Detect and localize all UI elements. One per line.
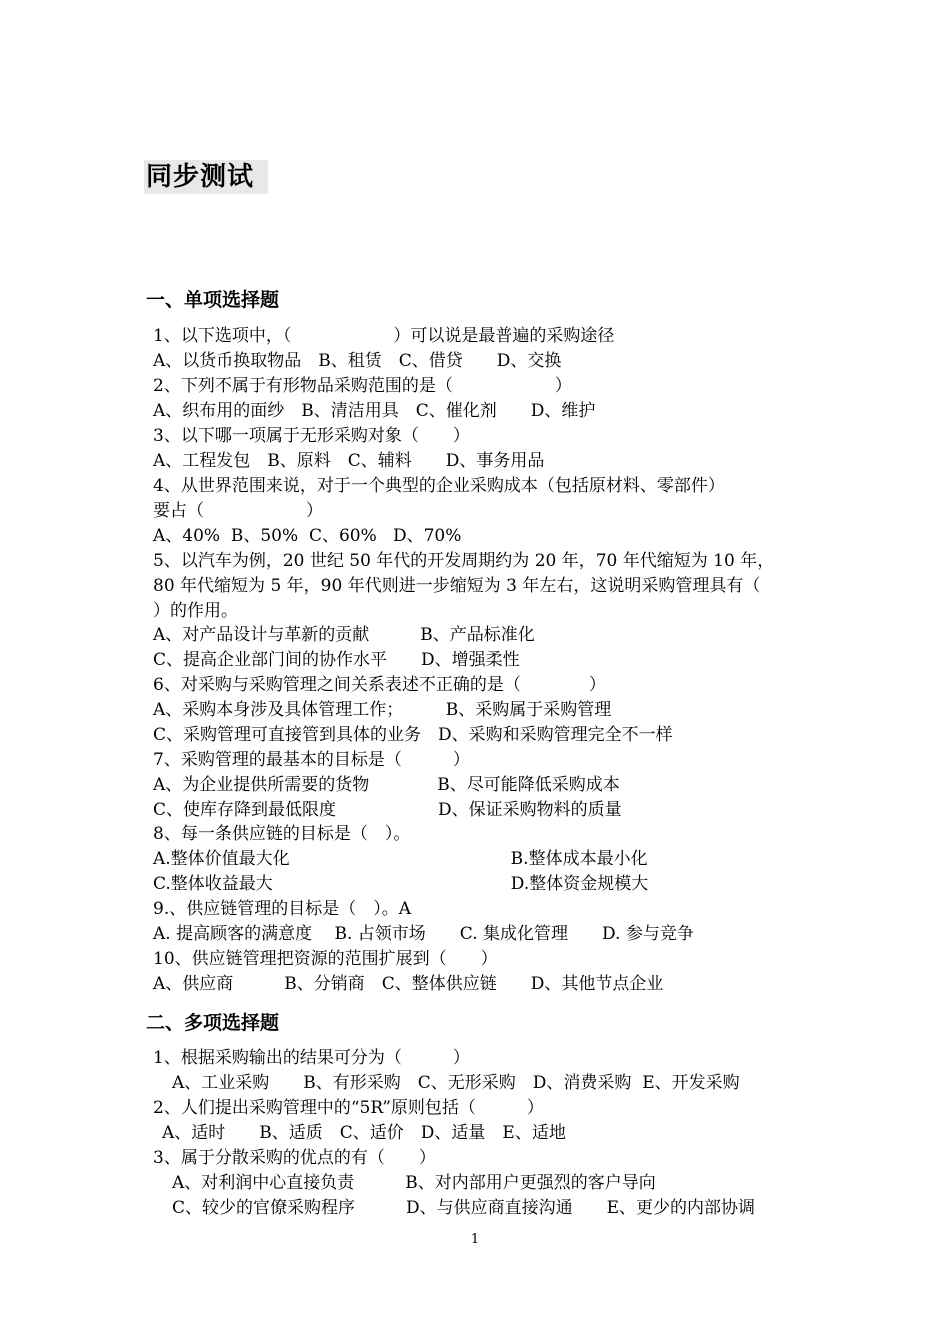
section-heading-single-choice: 一、单项选择题 bbox=[146, 289, 280, 311]
option-line: A. 提高顾客的满意度 B. 占领市场 C. 集成化管理 D. 参与竞争 bbox=[153, 924, 694, 944]
option-line: C、提高企业部门间的协作水平 D、增强柔性 bbox=[153, 650, 520, 670]
option-line: A、以货币换取物品 B、租赁 C、借贷 D、交换 bbox=[153, 351, 562, 371]
option-line: C.整体收益最大 D.整体资金规模大 bbox=[153, 874, 649, 894]
question-line: 1、以下选项中，（ ）可以说是最普遍的采购途径 bbox=[153, 326, 615, 346]
option-line: A.整体价值最大化 B.整体成本最小化 bbox=[153, 849, 648, 869]
option-line: A、为企业提供所需要的货物 B、尽可能降低采购成本 bbox=[153, 775, 620, 795]
section-heading-multiple-choice: 二、多项选择题 bbox=[146, 1012, 280, 1034]
question-line: 9.、供应链管理的目标是（ ）。A bbox=[153, 899, 411, 919]
question-line: 3、以下哪一项属于无形采购对象（ ） bbox=[153, 426, 470, 446]
option-line: C、采购管理可直接管到具体的业务 D、采购和采购管理完全不一样 bbox=[153, 725, 673, 745]
question-line: 1、根据采购输出的结果可分为（ ） bbox=[153, 1048, 470, 1068]
question-line: 8、每一条供应链的目标是（ ）。 bbox=[153, 824, 411, 844]
question-line: 5、以汽车为例，20 世纪 50 年代的开发周期约为 20 年，70 年代缩短为 10 年， bbox=[153, 551, 775, 571]
option-line: A、适时 B、适质 C、适价 D、适量 E、适地 bbox=[162, 1123, 566, 1143]
option-line: A、40% B、50% C、60% D、70% bbox=[153, 526, 462, 546]
option-line: A、供应商 B、分销商 C、整体供应链 D、其他节点企业 bbox=[153, 974, 664, 994]
option-line: A、工业采购 B、有形采购 C、无形采购 D、消费采购 E、开发采购 bbox=[172, 1073, 740, 1093]
question-line: 6、对采购与采购管理之间关系表述不正确的是（ ） bbox=[153, 675, 606, 695]
option-line: C、使库存降到最低限度 D、保证采购物料的质量 bbox=[153, 800, 622, 820]
page-number: 1 bbox=[470, 1232, 480, 1247]
question-line: 要占（ ） bbox=[153, 501, 323, 521]
question-line: 7、采购管理的最基本的目标是（ ） bbox=[153, 750, 470, 770]
option-line: A、织布用的面纱 B、清洁用具 C、催化剂 D、维护 bbox=[153, 401, 596, 421]
option-line: A、工程发包 B、原料 C、辅料 D、事务用品 bbox=[153, 451, 545, 471]
option-line: C、较少的官僚采购程序 D、与供应商直接沟通 E、更少的内部协调 bbox=[172, 1198, 756, 1218]
option-line: A、采购本身涉及具体管理工作； B、采购属于采购管理 bbox=[153, 700, 612, 720]
question-line: 2、下列不属于有形物品采购范围的是（ ） bbox=[153, 376, 572, 396]
question-line: 10、供应链管理把资源的范围扩展到（ ） bbox=[153, 949, 498, 969]
option-line: A、对利润中心直接负责 B、对内部用户更强烈的客户导向 bbox=[172, 1173, 656, 1193]
page-title: 同步测试 bbox=[144, 160, 268, 194]
question-line: 2、人们提出采购管理中的“5R”原则包括（ ） bbox=[153, 1098, 544, 1118]
option-line: A、对产品设计与革新的贡献 B、产品标准化 bbox=[153, 625, 535, 645]
question-line: 3、属于分散采购的优点的有（ ） bbox=[153, 1148, 436, 1168]
question-line: 4、从世界范围来说，对于一个典型的企业采购成本（包括原材料、零部件） bbox=[153, 476, 725, 496]
question-line: 80 年代缩短为 5 年，90 年代则进一步缩短为 3 年左右，这说明采购管理具有（ bbox=[153, 576, 761, 596]
question-line: ）的作用。 bbox=[153, 601, 238, 621]
